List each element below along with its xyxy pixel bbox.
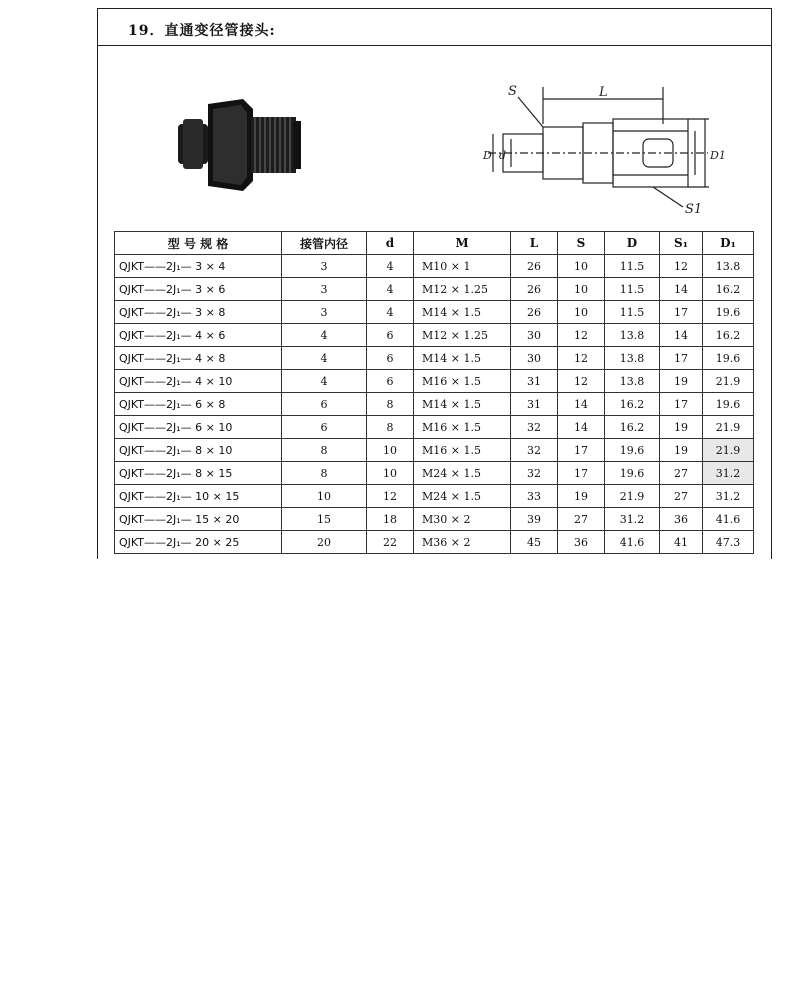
table-row [115,255,754,278]
cell-m: M12 × 1.25 [414,324,511,347]
table-row [115,508,754,531]
cell-pipe-id: 8 [282,439,367,462]
cell-D: 41.6 [605,531,660,554]
cell-s1: 41 [660,531,703,554]
cell-D1: 41.6 [703,508,754,531]
cell-D1: 21.9 [703,439,754,462]
table-row [115,416,754,439]
cell-D: 11.5 [605,278,660,301]
cell-d: 18 [367,508,414,531]
table-row [115,301,754,324]
cell-pipe-id: 10 [282,485,367,508]
cell-model: QJKT——2J₁— 10 × 15 [115,485,282,508]
cell-s: 10 [558,278,605,301]
fitting-drawing [483,79,726,219]
cell-s1: 19 [660,439,703,462]
cell-s: 17 [558,439,605,462]
cell-l: 30 [511,324,558,347]
cell-l: 31 [511,393,558,416]
cell-s: 27 [558,508,605,531]
cell-m: M36 × 2 [414,531,511,554]
label-s: S [508,84,517,99]
cell-s: 12 [558,370,605,393]
cell-d: 12 [367,485,414,508]
cell-model: QJKT——2J₁— 3 × 6 [115,278,282,301]
table-row [115,278,754,301]
cell-model: QJKT——2J₁— 4 × 8 [115,347,282,370]
cell-D: 11.5 [605,301,660,324]
cell-model: QJKT——2J₁— 8 × 15 [115,462,282,485]
table-header-row [115,232,754,255]
cell-d: 4 [367,255,414,278]
cell-d: 4 [367,301,414,324]
cell-d: 6 [367,347,414,370]
cell-model: QJKT——2J₁— 8 × 10 [115,439,282,462]
table-body [115,255,754,554]
cell-s1: 19 [660,416,703,439]
cell-d: 8 [367,416,414,439]
cell-s1: 17 [660,393,703,416]
cell-m: M16 × 1.5 [414,370,511,393]
table-row [115,324,754,347]
header-l: L [511,232,558,255]
cell-l: 26 [511,278,558,301]
cell-pipe-id: 6 [282,416,367,439]
header-D: D [605,232,660,255]
cell-l: 32 [511,416,558,439]
cell-d: 10 [367,439,414,462]
cell-pipe-id: 3 [282,301,367,324]
cell-l: 26 [511,301,558,324]
cell-m: M30 × 2 [414,508,511,531]
cell-D: 31.2 [605,508,660,531]
cell-model: QJKT——2J₁— 15 × 20 [115,508,282,531]
cell-l: 33 [511,485,558,508]
cell-s: 19 [558,485,605,508]
cell-s1: 17 [660,347,703,370]
header-d: d [367,232,414,255]
cell-model: QJKT——2J₁— 4 × 10 [115,370,282,393]
header-pipe-id: 接管内径 [282,232,367,255]
cell-D: 21.9 [605,485,660,508]
cell-d: 8 [367,393,414,416]
label-l: L [599,85,608,100]
cell-D1: 31.2 [703,462,754,485]
spec-table [114,231,754,554]
cell-pipe-id: 3 [282,278,367,301]
cell-s: 12 [558,347,605,370]
cell-s: 14 [558,416,605,439]
cell-D1: 16.2 [703,324,754,347]
cell-l: 32 [511,462,558,485]
label-s1: S1 [685,202,703,217]
cell-m: M14 × 1.5 [414,347,511,370]
cell-s: 10 [558,301,605,324]
table-row [115,462,754,485]
cell-D: 13.8 [605,324,660,347]
section-title: 19．直通变径管接头: [128,23,276,39]
cell-l: 30 [511,347,558,370]
cell-pipe-id: 20 [282,531,367,554]
cell-m: M14 × 1.5 [414,301,511,324]
cell-l: 45 [511,531,558,554]
cell-m: M16 × 1.5 [414,416,511,439]
header-s1: S₁ [660,232,703,255]
cell-s1: 19 [660,370,703,393]
label-d-small: d [499,149,507,162]
table-row [115,370,754,393]
cell-d: 22 [367,531,414,554]
document-frame [97,8,772,559]
cell-D: 19.6 [605,462,660,485]
cell-D: 16.2 [605,416,660,439]
header-D1: D₁ [703,232,754,255]
title-bar [98,9,771,46]
cell-l: 26 [511,255,558,278]
header-model: 型 号 规 格 [115,232,282,255]
cell-D1: 16.2 [703,278,754,301]
cell-pipe-id: 4 [282,347,367,370]
table-row [115,347,754,370]
cell-d: 6 [367,370,414,393]
cell-s1: 27 [660,485,703,508]
cell-pipe-id: 8 [282,462,367,485]
cell-D: 19.6 [605,439,660,462]
cell-D1: 19.6 [703,301,754,324]
cell-l: 32 [511,439,558,462]
header-m: M [414,232,511,255]
cell-d: 10 [367,462,414,485]
cell-d: 4 [367,278,414,301]
cell-m: M24 × 1.5 [414,462,511,485]
cell-s: 36 [558,531,605,554]
cell-l: 39 [511,508,558,531]
cell-D1: 47.3 [703,531,754,554]
cell-D: 11.5 [605,255,660,278]
cell-m: M14 × 1.5 [414,393,511,416]
label-d1: D1 [710,149,726,162]
cell-m: M16 × 1.5 [414,439,511,462]
cell-s1: 14 [660,278,703,301]
cell-model: QJKT——2J₁— 6 × 10 [115,416,282,439]
cell-pipe-id: 15 [282,508,367,531]
cell-pipe-id: 3 [282,255,367,278]
cell-s1: 17 [660,301,703,324]
cell-D1: 19.6 [703,393,754,416]
cell-pipe-id: 4 [282,324,367,347]
cell-D: 13.8 [605,370,660,393]
cell-s: 14 [558,393,605,416]
cell-D1: 19.6 [703,347,754,370]
fitting-photo [173,89,313,199]
cell-s1: 36 [660,508,703,531]
cell-s: 12 [558,324,605,347]
cell-model: QJKT——2J₁— 6 × 8 [115,393,282,416]
cell-s: 17 [558,462,605,485]
cell-D: 13.8 [605,347,660,370]
cell-s1: 14 [660,324,703,347]
cell-D1: 13.8 [703,255,754,278]
cell-l: 31 [511,370,558,393]
cell-m: M24 × 1.5 [414,485,511,508]
cell-pipe-id: 6 [282,393,367,416]
cell-pipe-id: 4 [282,370,367,393]
table-row [115,393,754,416]
cell-D: 16.2 [605,393,660,416]
cell-D1: 21.9 [703,370,754,393]
cell-s1: 27 [660,462,703,485]
cell-m: M10 × 1 [414,255,511,278]
label-d-big: D [483,149,492,162]
header-s: S [558,232,605,255]
cell-D1: 31.2 [703,485,754,508]
table-row [115,531,754,554]
cell-D1: 21.9 [703,416,754,439]
cell-model: QJKT——2J₁— 20 × 25 [115,531,282,554]
cell-d: 6 [367,324,414,347]
table-row [115,439,754,462]
cell-model: QJKT——2J₁— 3 × 4 [115,255,282,278]
cell-model: QJKT——2J₁— 4 × 6 [115,324,282,347]
cell-s: 10 [558,255,605,278]
cell-s1: 12 [660,255,703,278]
cell-model: QJKT——2J₁— 3 × 8 [115,301,282,324]
table-row [115,485,754,508]
cell-m: M12 × 1.25 [414,278,511,301]
